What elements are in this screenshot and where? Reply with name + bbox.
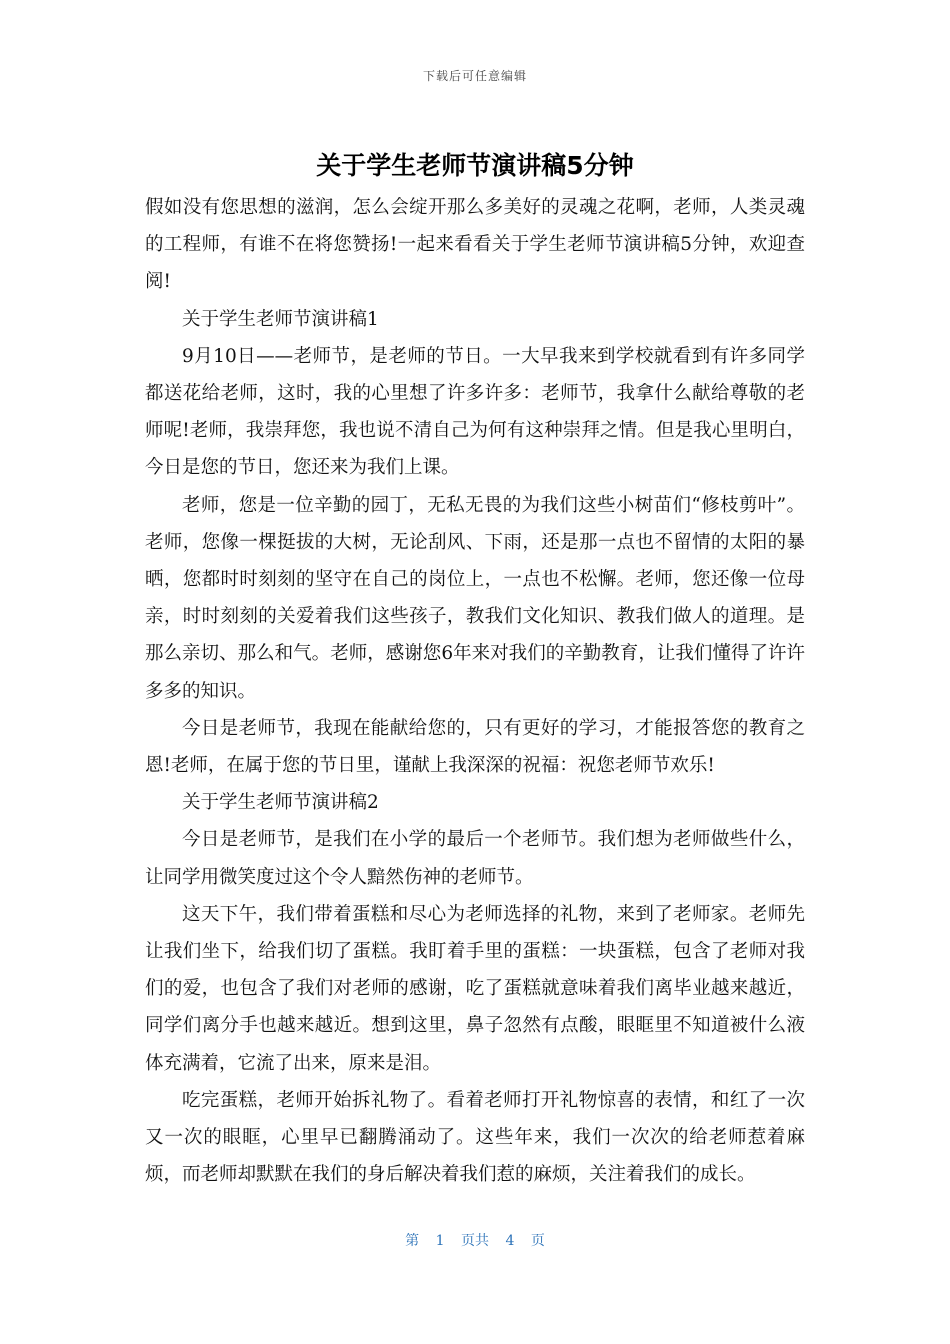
- footer-total-pages: 4: [505, 1233, 515, 1249]
- body-paragraph: 吃完蛋糕，老师开始拆礼物了。看着老师打开礼物惊喜的表情，和红了一次又一次的眼眶，心里早已翻腾涌动了。这些年来，我们一次次的给老师惹着麻烦，而老师却默默在我们的身后解决着我们惹的麻烦，关注着我们的成长。: [145, 1089, 805, 1186]
- page-header-note: 下载后可任意编辑: [422, 69, 527, 83]
- body-paragraph: 假如没有您思想的滋润，怎么会绽开那么多美好的灵魂之花啊，老师，人类灵魂的工程师，有谁不在将您赞扬!一起来看看关于学生老师节演讲稿5分钟，欢迎查阅!: [145, 197, 805, 293]
- footer-page-number: 1: [435, 1233, 445, 1249]
- body-paragraph: 老师，您是一位辛勤的园丁，无私无畏的为我们这些小树苗们“修枝剪叶”。老师，您像一棵挺拔的大树，无论刮风、下雨，还是那一点也不留情的太阳的暴晒，您都时时刻刻的坚守在自己的岗位上，一点也不松懈。老师，您还像一位母亲，时时刻刻的关爱着我们这些孩子，教我们文化知识、教我们做人的道理。是那么亲切、那么和气。老师，感谢您6年来对我们的辛勤教育，让我们懂得了许许多多的知识。: [145, 494, 805, 702]
- footer-prefix: 第: [405, 1233, 420, 1249]
- body-paragraph: 今日是老师节，我现在能献给您的，只有更好的学习，才能报答您的教育之恩!老师，在属于您的节日里，谨献上我深深的祝福：祝您老师节欢乐!: [145, 717, 805, 777]
- body-paragraph: 关于学生老师节演讲稿1: [182, 308, 379, 330]
- body-paragraph: 今日是老师节，是我们在小学的最后一个老师节。我们想为老师做些什么，让同学用微笑度过这个令人黯然伤神的老师节。: [145, 829, 805, 888]
- body-paragraph: 关于学生老师节演讲稿2: [182, 792, 379, 814]
- document-title: 关于学生老师节演讲稿5分钟: [316, 151, 634, 180]
- page-footer: [0, 1230, 950, 1250]
- footer-middle: 页共: [461, 1233, 489, 1249]
- body-paragraph: 9月10日——老师节，是老师的节日。一大早我来到学校就看到有许多同学都送花给老师，这时，我的心里想了许多许多：老师节，我拿什么献给尊敬的老师呢!老师，我崇拜您，我也说不清自己为何有这种崇拜之情。但是我心里明白，今日是您的节日，您还来为我们上课。: [145, 345, 805, 479]
- body-paragraph: 这天下午，我们带着蛋糕和尽心为老师选择的礼物，来到了老师家。老师先让我们坐下，给我们切了蛋糕。我盯着手里的蛋糕：一块蛋糕，包含了老师对我们的爱，也包含了我们对老师的感谢，吃了蛋糕就意味着我们离毕业越来越近，同学们离分手也越来越近。想到这里，鼻子忽然有点酸，眼眶里不知道被什么液体充满着，它流了出来，原来是泪。: [145, 903, 805, 1074]
- footer-suffix: 页: [530, 1233, 545, 1249]
- document-body: [145, 189, 805, 1193]
